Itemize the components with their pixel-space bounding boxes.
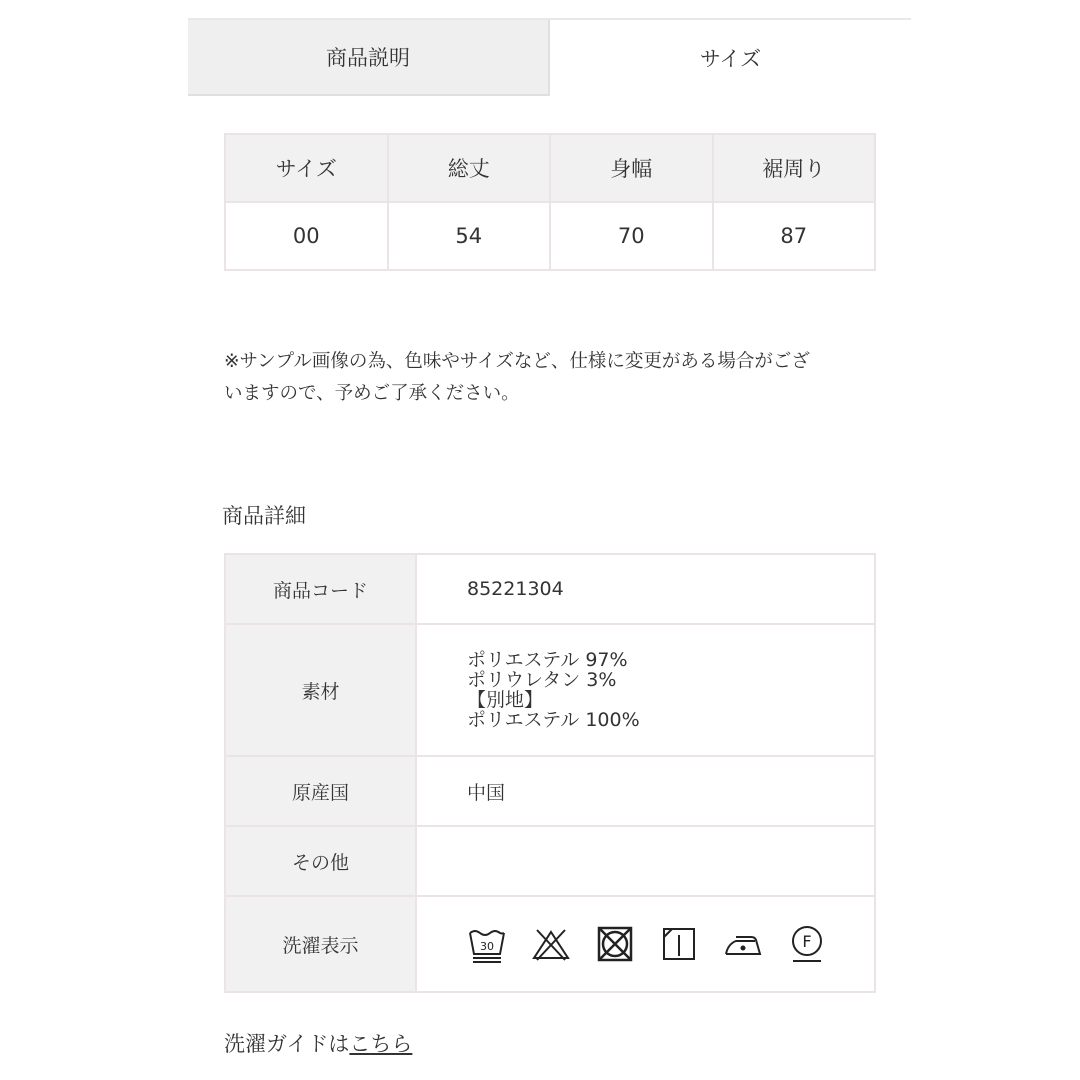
material-line: ポリエステル 97% [467, 649, 628, 671]
material-line: ポリウレタン 3% [467, 669, 617, 691]
detail-row-other [225, 826, 875, 896]
size-header-hem: 裾周り [713, 134, 876, 202]
material-label: 素材 [225, 624, 416, 756]
wash-temperature: 30 [480, 940, 494, 953]
washing-guide-link[interactable]: こちら [349, 1032, 413, 1056]
tab-size[interactable]: サイズ [550, 20, 911, 96]
detail-title: 商品詳細 [222, 504, 306, 528]
product-code-value: 85221304 [416, 554, 875, 624]
detail-row-origin [225, 756, 875, 826]
no-tumble-dry-icon [595, 924, 635, 964]
size-header-size: サイズ [225, 134, 388, 202]
product-code-label: 商品コード [225, 554, 416, 624]
care-value [416, 896, 875, 992]
tab-bar [188, 18, 911, 96]
care-icons [467, 924, 874, 964]
size-table-row [225, 202, 875, 270]
iron-low-icon [723, 924, 763, 964]
other-value [416, 826, 875, 896]
detail-row-care [225, 896, 875, 992]
size-table-header-row [225, 134, 875, 202]
line-dry-shade-icon [659, 924, 699, 964]
size-table [224, 133, 876, 271]
sample-note-line-1: ※サンプル画像の為、色味やサイズなど、仕様に変更がある場合がござ [224, 351, 810, 372]
material-line: ポリエステル 100% [467, 709, 640, 731]
material-line: 【別地】 [467, 689, 544, 711]
detail-table [224, 553, 876, 993]
detail-row-material [225, 624, 875, 756]
other-label: その他 [225, 826, 416, 896]
tab-product-description[interactable]: 商品説明 [188, 20, 550, 96]
washing-guide [224, 1028, 412, 1058]
wash-30-icon [467, 924, 507, 964]
hem-value: 87 [713, 202, 876, 270]
origin-value: 中国 [416, 756, 875, 826]
no-bleach-icon [531, 924, 571, 964]
origin-label: 原産国 [225, 756, 416, 826]
material-value [416, 624, 875, 756]
washing-guide-text: 洗濯ガイドは [224, 1032, 350, 1056]
detail-row-code [225, 554, 875, 624]
size-header-width: 身幅 [550, 134, 713, 202]
sample-note [224, 346, 884, 410]
dry-clean-letter: F [802, 932, 812, 951]
sample-note-line-2: いますので、予めご了承ください。 [224, 383, 520, 404]
width-value: 70 [550, 202, 713, 270]
care-label: 洗濯表示 [225, 896, 416, 992]
length-value: 54 [388, 202, 551, 270]
dry-clean-f-icon [787, 924, 827, 964]
size-header-length: 総丈 [388, 134, 551, 202]
size-value: 00 [225, 202, 388, 270]
